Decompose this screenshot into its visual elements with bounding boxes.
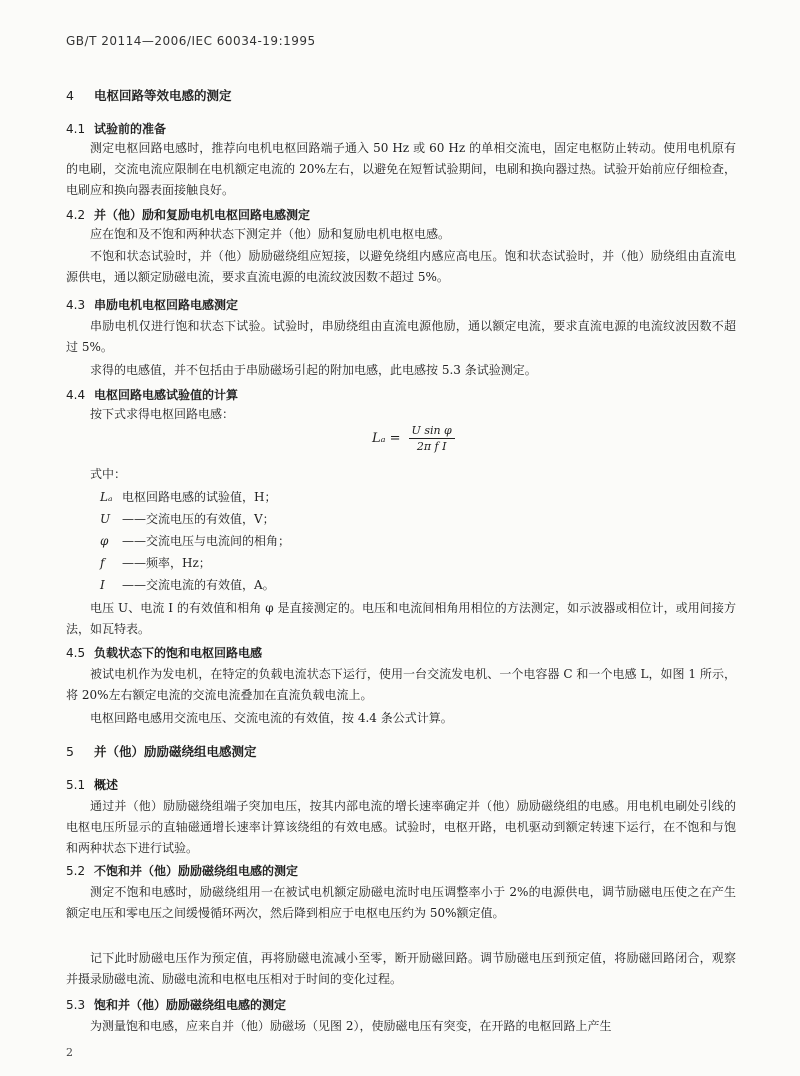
section-4-5-heading: 4.5 负载状态下的饱和电枢回路电感 (66, 646, 263, 660)
section-5-3-paragraph: 为测量饱和电感，应来自并（他）励磁场（见图 2），使励磁电压有突变，在开路的电枢回路上产生 (90, 1019, 612, 1033)
variable-description: ——交流电压的有效值，V； (122, 512, 275, 526)
formula-lhs: Lₐ = (372, 431, 401, 446)
variable-symbol: φ (100, 534, 109, 548)
section-5-heading: 5 并（他）励励磁绕组电感测定 (66, 744, 257, 759)
variable-symbol: U (100, 512, 111, 526)
where-label: 式中： (90, 467, 127, 481)
section-4-4-paragraph: 按下式求得电枢回路电感： (90, 407, 235, 421)
section-4-4-paragraph-2: 电压 U、电流 I 的有效值和相角 φ 是直接测定的。电压和电流间相角用相位的方法测定，如示波器或相位计，或用间接方法，如瓦特表。 (66, 601, 736, 636)
standard-header: GB/T 20114—2006/IEC 60034-19:1995 (66, 34, 316, 48)
variable-symbol: I (100, 578, 105, 592)
variable-symbol: Lₐ (100, 490, 113, 504)
section-4-3-heading: 4.3 串励电机电枢回路电感测定 (66, 298, 239, 312)
section-4-3-paragraph-2: 求得的电感值，并不包括由于串励磁场引起的附加电感，此电感按 5.3 条试验测定。 (90, 363, 537, 377)
section-5-2-paragraph-2: 记下此时励磁电压作为预定值，再将励磁电流减小至零，断开励磁回路。调节励磁电压到预定值，将励磁回路闭合，观察并摄录励磁电流、励磁电流和电枢电压相对于时间的变化过程。 (66, 951, 736, 986)
variable-row (100, 554, 211, 571)
section-5-1-paragraph: 通过并（他）励励磁绕组端子突加电压，按其内部电流的增长速率确定并（他）励励磁绕组的电感。用电机电刷处引线的电枢电压所显示的直轴磁通增长速率计算该绕组的有效电感。试验时，电枢开路，电机驱动到额定转速下运行，在不饱和与饱和两种状态下进行试验。 (66, 799, 736, 855)
section-4-2-heading: 4.2 并（他）励和复励电机电枢回路电感测定 (66, 208, 311, 222)
variable-symbol: f (100, 556, 105, 570)
section-5-2-paragraph-1: 测定不饱和电感时，励磁绕组用一在被试电机额定励磁电流时电压调整率小于 2%的电源供电，调节励磁电压使之在产生额定电压和零电压之间缓慢循环两次，然后降到相应于电枢电压约为 50%额定值。 (66, 885, 736, 920)
formula-numerator: U sin φ (409, 424, 455, 439)
section-4-3-paragraph-1: 串励电机仅进行饱和状态下试验。试验时，串励绕组由直流电源他励，通以额定电流，要求直流电源的电流纹波因数不超过 5%。 (66, 319, 736, 354)
variable-row (100, 488, 276, 505)
section-5-3-heading: 5.3 饱和并（他）励励磁绕组电感的测定 (66, 998, 287, 1012)
variable-description: ——交流电流的有效值，A。 (122, 578, 275, 592)
variable-description: ——交流电压与电流间的相角； (122, 534, 291, 548)
section-4-1-paragraph: 测定电枢回路电感时，推荐向电机电枢回路端子通入 50 Hz 或 60 Hz 的单相交流电，固定电枢防止转动。使用电机原有的电刷，交流电流应限制在电机额定电流的 20%左右，以避免在短暂试验期间，电刷和换向器过热。试验开始前应仔细检查，电刷应和换向器表面接触良好。 (66, 141, 736, 197)
section-4-heading: 4 电枢回路等效电感的测定 (66, 88, 232, 103)
variable-description: ——频率，Hz； (122, 556, 211, 570)
section-4-5-paragraph-1: 被试电机作为发电机，在特定的负载电流状态下运行，使用一台交流发电机、一个电容器 C 和一个电感 L，如图 1 所示，将 20%左右额定电流的交流电流叠加在直流负载电流上。 (66, 667, 736, 702)
section-4-4-heading: 4.4 电枢回路电感试验值的计算 (66, 388, 239, 402)
section-4-5-paragraph-2: 电枢回路电感用交流电压、交流电流的有效值，按 4.4 条公式计算。 (90, 711, 453, 725)
formula-denominator: 2π f I (416, 440, 447, 453)
section-4-2-paragraph-2: 不饱和状态试验时，并（他）励励磁绕组应短接，以避免绕组内感应高电压。饱和状态试验时，并（他）励绕组由直流电源供电，通以额定励磁电流，要求直流电源的电流纹波因数不超过 5%。 (66, 249, 736, 284)
section-4-2-paragraph-1: 应在饱和及不饱和两种状态下测定并（他）励和复励电机电枢电感。 (90, 227, 451, 241)
page-number: 2 (66, 1046, 73, 1059)
section-5-1-heading: 5.1 概述 (66, 778, 119, 792)
formula-fraction (409, 424, 455, 453)
variable-row (100, 510, 275, 527)
inductance-formula (372, 424, 455, 453)
variable-row (100, 532, 290, 549)
variable-row (100, 576, 275, 593)
section-4-1-heading: 4.1 试验前的准备 (66, 122, 167, 136)
section-5-2-heading: 5.2 不饱和并（他）励励磁绕组电感的测定 (66, 864, 299, 878)
variable-description: 电枢回路电感的试验值，H； (122, 490, 277, 504)
